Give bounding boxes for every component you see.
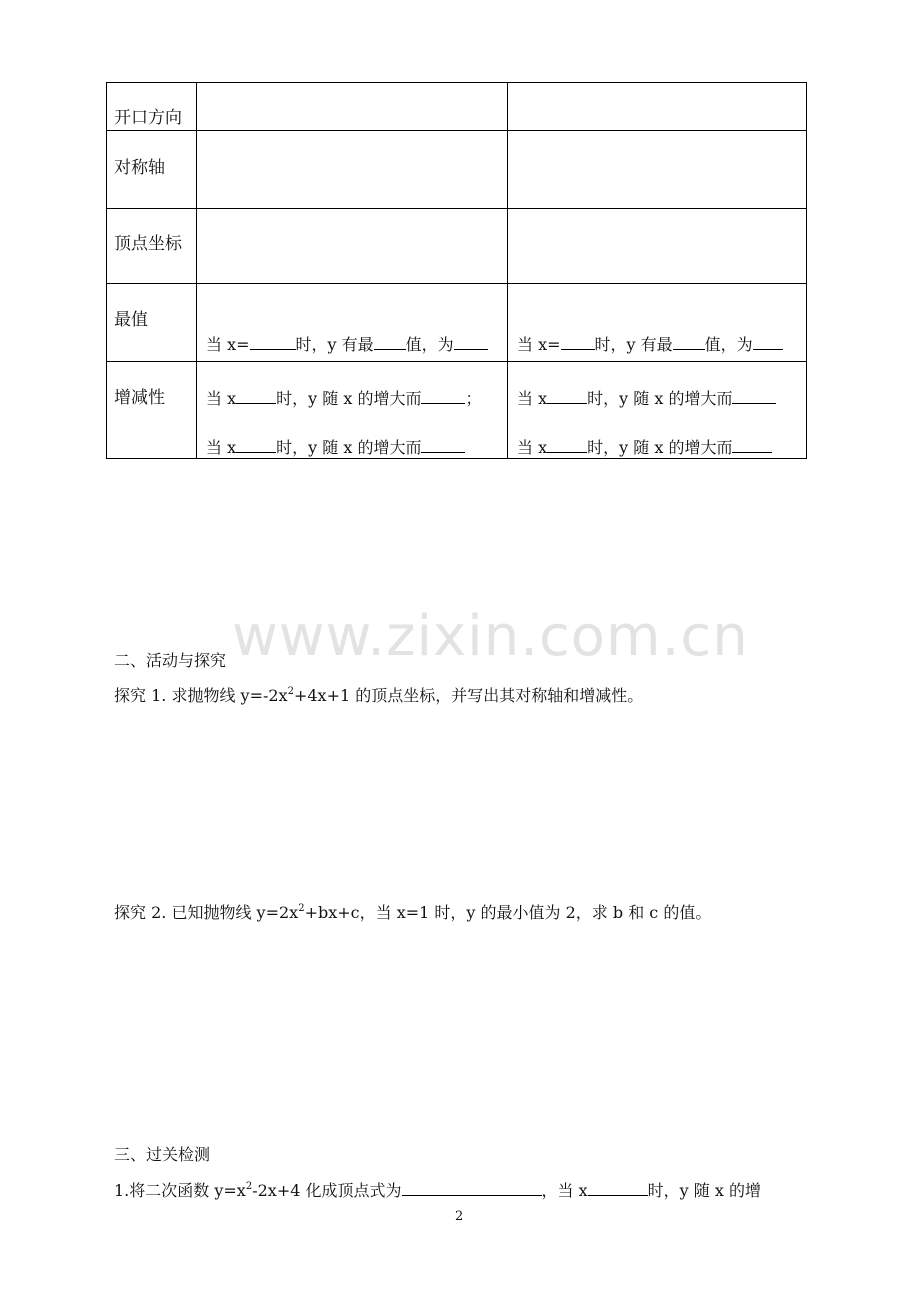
blank-line: [547, 388, 587, 404]
table-col-divider: [507, 82, 508, 459]
section-heading-activity: 二、活动与探究: [114, 651, 227, 670]
properties-table: [106, 82, 807, 459]
exploration-question-2: 探究 2. 已知抛物线 $y=2x^2+bx+c$，当 x=1 时，y 的最小值为 2，求 b 和 c 的值。: [114, 902, 712, 922]
blank-line: [421, 388, 465, 404]
section-heading-checkpoint: 三、过关检测: [114, 1145, 211, 1164]
blank-line: [732, 388, 776, 404]
row-label-opening: 开口方向: [114, 108, 182, 128]
row-label-extremum: 最值: [114, 310, 148, 330]
exploration-question-1: 探究 1. 求抛物线 $y=-2x^2+4x+1$ 的顶点坐标，并写出其对称轴和增减性。: [114, 685, 644, 705]
answer-blank[interactable]: [402, 1180, 542, 1196]
blank-line: [561, 334, 595, 350]
monotonicity-cell-1-line-1: 当 x 时，y 随 x 的增大而 ；: [206, 389, 482, 408]
blank-line: [753, 334, 783, 350]
blank-line: [732, 437, 772, 453]
watermark-text: www.zixin.com.cn: [232, 604, 749, 669]
blank-line: [250, 334, 296, 350]
blank-line: [547, 437, 587, 453]
page-number: 2: [455, 1209, 464, 1224]
answer-blank[interactable]: [588, 1180, 648, 1196]
table-border-top: [106, 82, 807, 83]
checkpoint-question-1: 1.将二次函数 $y=x^2-2x+4$ 化成顶点式为 ，当 x 时，y 随 x 的增: [114, 1180, 761, 1200]
row-label-axis: 对称轴: [114, 158, 165, 178]
table-row-divider: [106, 283, 807, 284]
table-row-divider: [106, 361, 807, 362]
table-col-divider: [196, 82, 197, 459]
blank-line: [454, 334, 488, 350]
row-label-monotonicity: 增减性: [114, 388, 165, 408]
blank-line: [673, 334, 705, 350]
monotonicity-cell-1-line-2: 当 x 时，y 随 x 的增大而: [206, 437, 465, 458]
extremum-cell-1: 当 x= 时，y 有最 值，为: [206, 334, 488, 355]
monotonicity-cell-2-line-1: 当 x 时，y 随 x 的增大而: [517, 388, 776, 409]
table-border-left: [106, 82, 107, 459]
table-row-divider: [106, 130, 807, 131]
table-border-bottom: [106, 458, 807, 459]
row-label-vertex: 顶点坐标: [114, 234, 182, 254]
extremum-cell-2: 当 x= 时，y 有最 值，为: [517, 334, 783, 355]
blank-line: [236, 437, 276, 453]
blank-line: [374, 334, 406, 350]
blank-line: [236, 388, 276, 404]
blank-line: [421, 437, 465, 453]
table-row-divider: [106, 208, 807, 209]
monotonicity-cell-2-line-2: 当 x 时，y 随 x 的增大而: [517, 437, 772, 458]
table-border-right: [806, 82, 807, 459]
